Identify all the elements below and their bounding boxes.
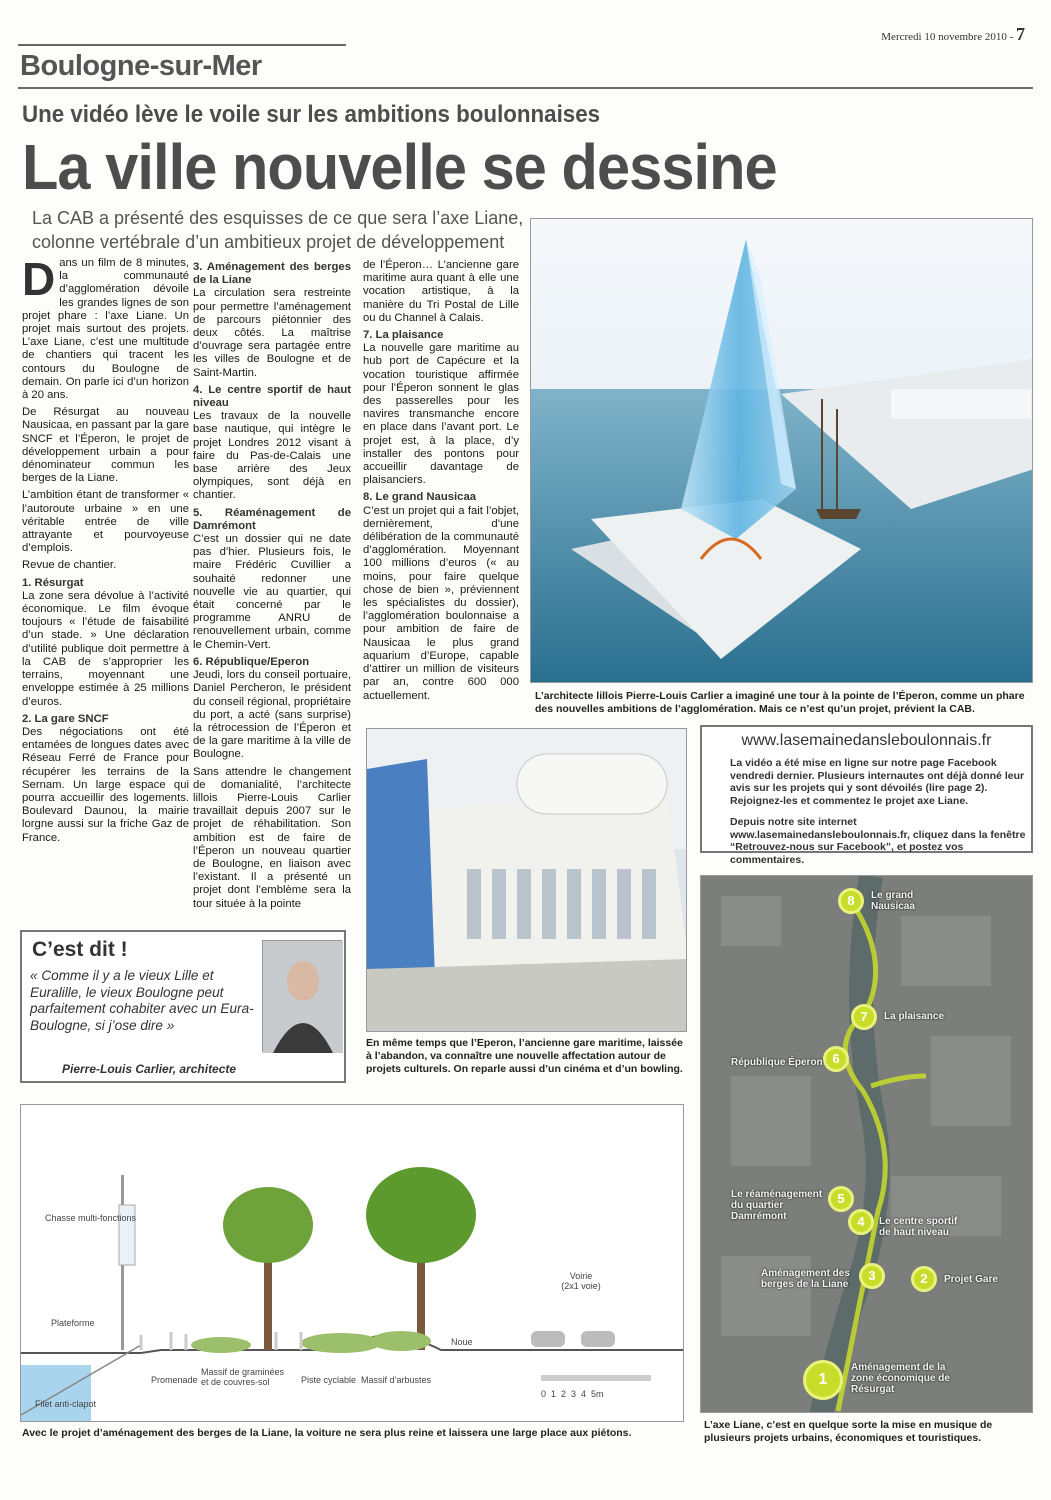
tower-rendering-photo: [530, 218, 1033, 683]
drop-cap: D: [22, 253, 56, 305]
section-heading: 5. Réaménagement de Damrémont: [193, 506, 351, 532]
quote-title: C’est dit !: [32, 938, 128, 961]
website-text-1: La vidéo a été mise en ligne sur notre page Facebook vendredi dernier. Plusieurs internautes ont déjà donné leur avis sur les projets qui y sont dévoilés (lire page 2). Rejoignez-les et commentez le projet axe Liane.: [730, 757, 1025, 807]
map-label-3: Aménagement des berges de la Liane: [761, 1268, 850, 1290]
map-label-8: Le grand Nausicaa: [871, 890, 915, 912]
page-number: 7: [1016, 24, 1025, 44]
map-marker-6: 6: [823, 1046, 849, 1072]
article-headline: La ville nouvelle se dessine: [22, 131, 777, 203]
section-label-piste-cyclable: Piste cyclable: [301, 1375, 357, 1385]
map-label-6: République Éperon: [731, 1057, 823, 1068]
section-rubric: Boulogne-sur-Mer: [20, 50, 262, 82]
section-heading: 3. Aménagement des berges de la Liane: [193, 261, 351, 287]
map-label-4: Le centre sportif de haut niveau: [879, 1216, 958, 1238]
section-label-promenade: Promenade: [151, 1375, 198, 1385]
station-rendering-illustration: [367, 729, 687, 1032]
section-label-voirie: Voirie (2x1 voie): [561, 1271, 601, 1291]
section-label-plateforme: Plateforme: [51, 1318, 95, 1328]
map-marker-2: 2: [911, 1266, 937, 1292]
map-marker-7: 7: [851, 1004, 877, 1030]
map-label-1: Aménagement de la zone économique de Résurgat: [851, 1362, 950, 1395]
station-rendering-photo: [366, 728, 687, 1032]
article-kicker: Une vidéo lève le voile sur les ambitions boulonnaises: [22, 101, 601, 128]
tower-photo-caption: L’architecte lillois Pierre-Louis Carlier a imaginé une tour à la pointe de l’Éperon, comme un phare des nouvelles ambitions de l’agglomération. Mais ce n’est qu’un projet, prévient la CAB.: [535, 690, 1025, 715]
website-text-2: Depuis notre site internet www.lasemainedansleboulonnais.fr, cliquez dans la fenêtre “Retrouvez-nous sur Facebook”, et postez vos commentaires.: [730, 816, 1026, 866]
section-heading: 4. Le centre sportif de haut niveau: [193, 383, 351, 410]
website-url[interactable]: www.lasemainedansleboulonnais.fr: [741, 732, 992, 749]
article-column-1: Dans un film de 8 minutes, la communauté d’agglomération dévoile les grandes lignes de son projet phare : l’axe Liane. Un projet mais surtout des projets. L’axe Liane, c’est une multitude de chantiers qui tracent les contours du Boulogne de demain. On parle ici d’un horizon à 20 ans. De Résurgat au nouveau Nausicaa, en passant par la gare SNCF et l’Éperon, le projet de développement urbain a pour dénominateur commun les berges de la Liane. L’ambition étant de transformer « l’autoroute urbaine » en une véritable entrée de ville attrayante et pourvoyeuse d’emplois. Revue de chantier. 1. Résurgat La zone sera dévolue à l’activité économique. Le film évoque toujours « l’étude de faisabilité d’un stade. » Une déclaration d’utilité publique doit permettre à la CAB de s’approprier les terrains, moyennant une enveloppe estimée à 25 millions d’euros. 2. La gare SNCF Des négociations ont été entamées de longues dates avec Réseau Ferré de France pour récupérer les terrains de la Sernam. Un large espace qui pourra accueillir des logements. Boulevard Daunou, la mairie lorgne aussi sur la friche Gaz de France.: [22, 253, 189, 844]
section-heading: 1. Résurgat: [22, 576, 84, 589]
section-heading: 6. République/Eperon: [193, 655, 310, 668]
map-marker-8: 8: [838, 888, 864, 914]
architect-portrait: [262, 940, 342, 1052]
architect-portrait-illustration: [263, 941, 343, 1053]
map-marker-1: 1: [803, 1360, 843, 1400]
rubric-top-rule: [18, 44, 346, 46]
map-marker-4: 4: [848, 1209, 874, 1235]
section-heading: 8. Le grand Nausicaa: [363, 491, 477, 504]
aerial-map-illustration: [701, 876, 1033, 1413]
article-intro-line-1: La CAB a présenté des esquisses de ce que sera l’axe Liane,: [32, 208, 524, 228]
issue-date: Mercredi 10 novembre 2010 - 7: [881, 24, 1025, 44]
station-photo-caption: En même temps que l’Eperon, l’ancienne gare maritime, laissée à l’abandon, va connaître une nouvelle affectation autour de projets culturels. On reparle aussi d’un cinéma et d’un bowling.: [366, 1037, 683, 1075]
article-column-3: de l’Éperon… L’ancienne gare maritime aura quant à elle une vocation artistique, à la manière du Tri Postal de Lille ou du Channel à Calais. 7. La plaisance La nouvelle gare maritime au hub port de Capécure et la vocation touristique affirmée pour l’Éperon sonnent le glas des passerelles pour les navires transmanche encore en place dans l’avant port. Le projet est, à la place, d’y installer des pontons pour accueillir davantage de plaisanciers. 8. Le grand Nausicaa C’est un projet qui a fait l’objet, dernièrement, d’une délibération de la communauté d’agglomération. Moyennant 100 millions d’euros (« au moins, pour faire quelque chose de bien », préviennent les spécialistes du dossier), l’agglomération boulonnaise a pour ambition de faire de Nausicaa le plus grand aquarium d’Europe, capable d’attirer un million de visiteurs par an, contre 600 000 actuellement.: [363, 259, 519, 702]
section-scale: 0 1 2 3 4 5m: [541, 1389, 604, 1399]
map-label-2: Projet Gare: [944, 1274, 998, 1285]
section-heading: 2. La gare SNCF: [22, 712, 109, 725]
quote-text: « Comme il y a le vieux Lille et Euralille, le vieux Boulogne peut parfaitement cohabiter avec un Eura-Boulogne, si j’ose dire »: [30, 968, 254, 1033]
website-info-box: [700, 725, 1033, 866]
section-heading: 7. La plaisance: [363, 329, 444, 342]
berges-cross-section: [20, 1104, 684, 1422]
section-label-massif-graminees: Massif de graminées et de couvres-sol: [201, 1367, 285, 1387]
section-label-massif-arbustes: Massif d’arbustes: [361, 1375, 432, 1385]
rubric-bottom-rule: [18, 87, 1033, 89]
quote-box: [20, 930, 346, 1083]
axe-liane-map: [700, 875, 1033, 1413]
section-label-chasse: Chasse multi-fonctions: [45, 1213, 137, 1223]
section-label-filet: Filet anti-clapot: [35, 1399, 97, 1409]
map-label-7: La plaisance: [884, 1011, 945, 1022]
quote-signature: Pierre-Louis Carlier, architecte: [62, 1062, 237, 1076]
map-label-5: Le réaménagement du quartier Damrémont: [731, 1189, 823, 1222]
article-intro-line-2: colonne vertébrale d’un ambitieux projet de développement: [32, 232, 505, 252]
section-label-noue: Noue: [451, 1337, 473, 1347]
tower-rendering-illustration: [531, 219, 1033, 683]
article-column-2: 3. Aménagement des berges de la Liane La circulation sera restreinte pour permettre l’aménagement de parcours piétonnier des deux côtés. La maîtrise d’ouvrage sera partagée entre les villes de Boulogne et de Saint-Martin. 4. Le centre sportif de haut niveau Les travaux de la nouvelle base nautique, qui intègre le projet Londres 2012 visant à faire du Pas-de-Calais une base arrière des Jeux olympiques, sont déjà en chantier. 5. Réaménagement de Damrémont C’est un dossier qui ne date pas d’hier. Plusieurs fois, le maire Frédéric Cuvillier a souhaité redonner une nouvelle vie au quartier, qui était concerné par le programme ANRU de renouvellement urbain, comme le Chemin-Vert. 6. République/Eperon Jeudi, lors du conseil portuaire, Daniel Percheron, le président du conseil régional, propriétaire du port, a acté (sans surprise) la rétrocession de l’Éperon et de la gare maritime à la ville de Boulogne. Sans attendre le changement de domanialité, l’architecte lillois Pierre-Louis Carlier travaillait depuis 2007 sur le projet de réhabilitation. Son ambition est de faire de l’Éperon un nouveau quartier de Boulogne, en liaison avec l’existant. Il a présenté un projet dont l’emblème sera la tour située à la pointe: [193, 261, 351, 910]
map-caption: L’axe Liane, c’est en quelque sorte la mise en musique de plusieurs projets urbains, économiques et touristiques.: [704, 1419, 993, 1444]
map-marker-3: 3: [859, 1263, 885, 1289]
berges-caption: Avec le projet d’aménagement des berges de la Liane, la voiture ne sera plus reine et laissera une large place aux piétons.: [22, 1427, 632, 1439]
map-marker-5: 5: [828, 1186, 854, 1212]
